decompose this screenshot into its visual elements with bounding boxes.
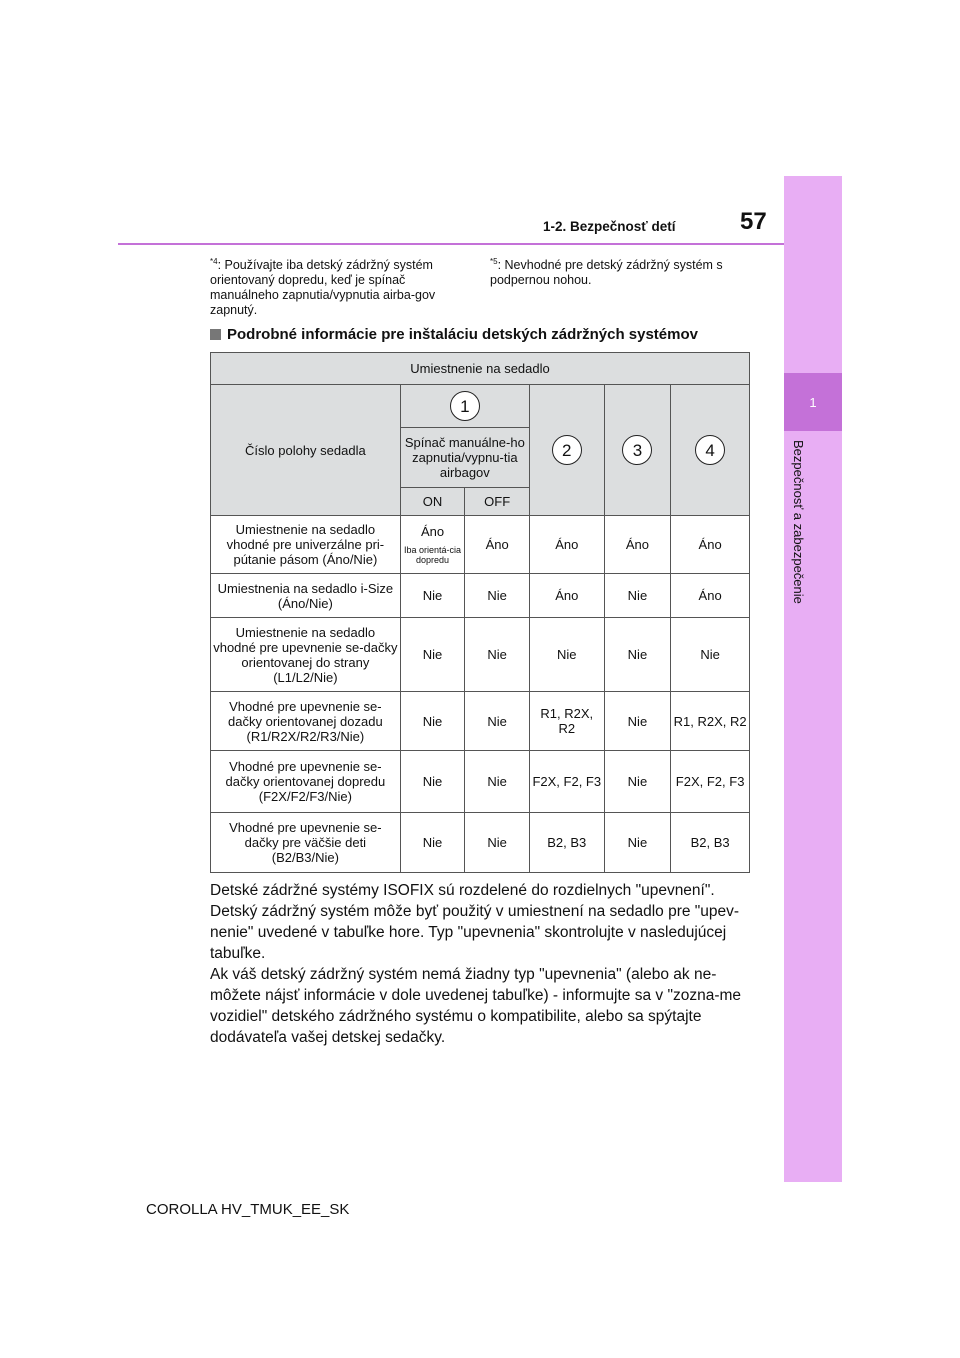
seat-number-2: 2 — [552, 435, 582, 465]
table-cell: Nie — [671, 618, 750, 692]
row-label: Vhodné pre upevnenie se-dačky orientovanej dozadu (R1/R2X/R2/R3/Nie) — [211, 692, 401, 751]
table-cell: F2X, F2, F3 — [671, 751, 750, 813]
table-cell: Nie — [465, 813, 530, 873]
table-cell: Nie — [529, 618, 604, 692]
table-row — [211, 618, 750, 692]
row-label: Umiestnenie na sedadlo vhodné pre upevnenie se-dačky orientovanej do strany (L1/L2/Nie) — [211, 618, 401, 692]
table-cell: Nie — [465, 692, 530, 751]
airbag-switch-label: Spínač manuálne-ho zapnutia/vypnu-tia airbagov — [400, 428, 529, 488]
chapter-title: Bezpečnosť a zabezpečenie — [791, 440, 806, 604]
table-row — [211, 692, 750, 751]
chapter-number: 1 — [784, 373, 842, 431]
section-title: 1-2. Bezpečnosť detí — [543, 219, 676, 234]
row-label: Umiestnenie na sedadlo vhodné pre univerzálne pri-pútanie pásom (Áno/Nie) — [211, 516, 401, 574]
table-row — [211, 574, 750, 618]
footnote-5: $^{*5}$: Nevhodné pre detský zádržný systém s podpernou nohou. — [490, 257, 723, 288]
table-row — [211, 516, 750, 574]
row-label: Vhodné pre upevnenie se-dačky orientovanej dopredu (F2X/F2/F3/Nie) — [211, 751, 401, 813]
airbag-off-label: OFF — [465, 488, 530, 516]
table-cell: Nie — [400, 692, 465, 751]
seat-3-header — [604, 385, 671, 516]
seat-1-header — [400, 385, 529, 428]
seat-2-header — [529, 385, 604, 516]
table-cell: Nie — [465, 751, 530, 813]
row-label: Vhodné pre upevnenie se-dačky pre väčšie deti (B2/B3/Nie) — [211, 813, 401, 873]
table-cell: Nie — [465, 574, 530, 618]
square-bullet-icon — [210, 329, 221, 340]
table-cell: Áno — [671, 516, 750, 574]
seat-number-1: 1 — [450, 391, 480, 421]
table-cell: Áno — [671, 574, 750, 618]
body-paragraph: Ak váš detský zádržný systém nemá žiadny typ "upevnenia" (alebo ak ne-môžete nájsť informácie v dole uvedenej tabuľke) - informujte sa v "zozna-me vozidiel" detského zádržného systému o kompatibilite, alebo sa spýtajte dodávateľa vašej detskej sedačky. — [210, 966, 742, 1046]
table-cell: Nie — [400, 574, 465, 618]
footnote-4: $^{*4}$: Používajte iba detský zádržný systém orientovaný dopredu, keď je spínač manuálneho zapnutia/vypnutia airba-gov zapnutý. — [210, 257, 436, 318]
seat-position-label: Číslo polohy sedadla — [211, 385, 401, 516]
seat-number-4: 4 — [695, 435, 725, 465]
table-cell: Nie — [604, 692, 671, 751]
cell-main-value: Áno — [420, 524, 445, 539]
table-cell: Nie — [400, 618, 465, 692]
table-cell: F2X, F2, F3 — [529, 751, 604, 813]
table-cell: Áno — [604, 516, 671, 574]
table-cell: Nie — [465, 618, 530, 692]
table-cell: Nie — [604, 574, 671, 618]
body-text — [210, 880, 755, 1048]
subheading: Podrobné informácie pre inštaláciu detských zádržných systémov — [210, 326, 698, 343]
table-row — [211, 751, 750, 813]
table-cell: B2, B3 — [671, 813, 750, 873]
table-cell: Nie — [400, 751, 465, 813]
table-cell: R1, R2X, R2 — [671, 692, 750, 751]
cell-note: Iba orientá-cia dopredu — [404, 545, 462, 565]
table-top-header: Umiestnenie na sedadlo — [211, 353, 750, 385]
document-footer: COROLLA HV_TMUK_EE_SK — [146, 1201, 350, 1218]
page-number: 57 — [740, 208, 767, 235]
table-cell: Áno — [465, 516, 530, 574]
seat-position-table — [210, 352, 750, 873]
chapter-side-tab — [784, 176, 842, 1182]
table-cell: Nie — [400, 813, 465, 873]
table-cell: Nie — [604, 618, 671, 692]
table-row — [211, 813, 750, 873]
airbag-on-label: ON — [400, 488, 465, 516]
seat-4-header — [671, 385, 750, 516]
table-cell: B2, B3 — [529, 813, 604, 873]
seat-number-3: 3 — [622, 435, 652, 465]
header-rule — [118, 243, 784, 245]
row-label: Umiestnenia na sedadlo i-Size (Áno/Nie) — [211, 574, 401, 618]
table-cell: Áno — [529, 574, 604, 618]
table-cell — [400, 516, 465, 574]
table-cell: R1, R2X, R2 — [529, 692, 604, 751]
table-cell: Nie — [604, 813, 671, 873]
body-paragraph: Detské zádržné systémy ISOFIX sú rozdelené do rozdielnych "upevnení". Detský zádržný systém môže byť použitý v umiestnení na sedadlo pre "upev-nenie" uvedené v tabuľke hore. Typ "upevnenia" skontrolujte v nasledujúcej tabuľke. — [210, 882, 740, 962]
table-cell: Áno — [529, 516, 604, 574]
table-cell: Nie — [604, 751, 671, 813]
